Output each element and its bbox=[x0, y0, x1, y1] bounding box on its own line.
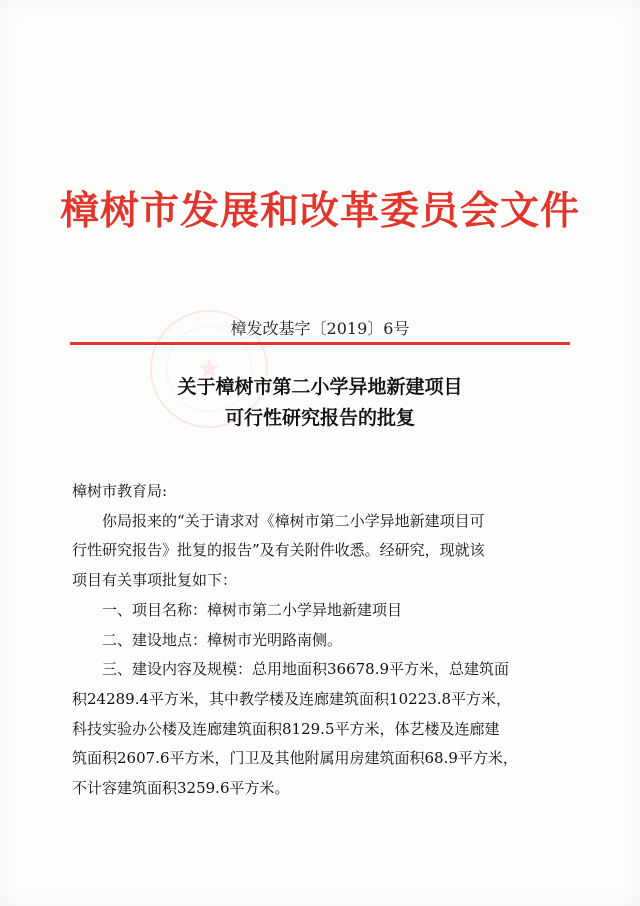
body-line-3: 项目有关事项批复如下： bbox=[72, 571, 238, 590]
item-scale-line-1: 三、建设内容及规模：总用地面积36678.9平方米，总建筑面 bbox=[102, 660, 510, 679]
document-body bbox=[72, 477, 584, 804]
issuing-authority-header: 樟树市发展和改革委员会文件 bbox=[59, 188, 580, 234]
item-project-name: 一、项目名称：樟树市第二小学异地新建项目 bbox=[102, 600, 403, 619]
item-scale-line-2: 积24289.4平方米，其中教学楼及连廊建筑面积10223.8平方米， bbox=[72, 689, 512, 708]
subject-title-line-2: 可行性研究报告的批复 bbox=[224, 407, 415, 429]
item-location: 二、建设地点：樟树市光明路南侧。 bbox=[102, 630, 343, 649]
item-scale-line-5: 不计容建筑面积3259.6平方米。 bbox=[72, 779, 290, 798]
body-line-1: 你局报来的“关于请求对《樟树市第二小学异地新建项目可 bbox=[102, 511, 485, 530]
seal-star-icon: ★ bbox=[196, 352, 222, 385]
item-scale-line-4: 筑面积2607.6平方米，门卫及其他附属用房建筑面积68.9平方米， bbox=[72, 749, 518, 768]
red-divider-line bbox=[70, 342, 570, 345]
item-scale-line-3: 科技实验办公楼及连廊建筑面积8129.5平方米，体艺楼及连廊建 bbox=[72, 719, 500, 738]
body-line-2: 行性研究报告》批复的报告”及有关附件收悉。经研究，现就该 bbox=[72, 541, 485, 560]
subject-title-line-1: 关于樟树市第二小学异地新建项目 bbox=[177, 376, 463, 398]
recipient-line: 樟树市教育局: bbox=[72, 482, 168, 500]
document-number: 樟发改基字〔2019〕6号 bbox=[230, 319, 410, 338]
subject-title bbox=[0, 372, 640, 434]
